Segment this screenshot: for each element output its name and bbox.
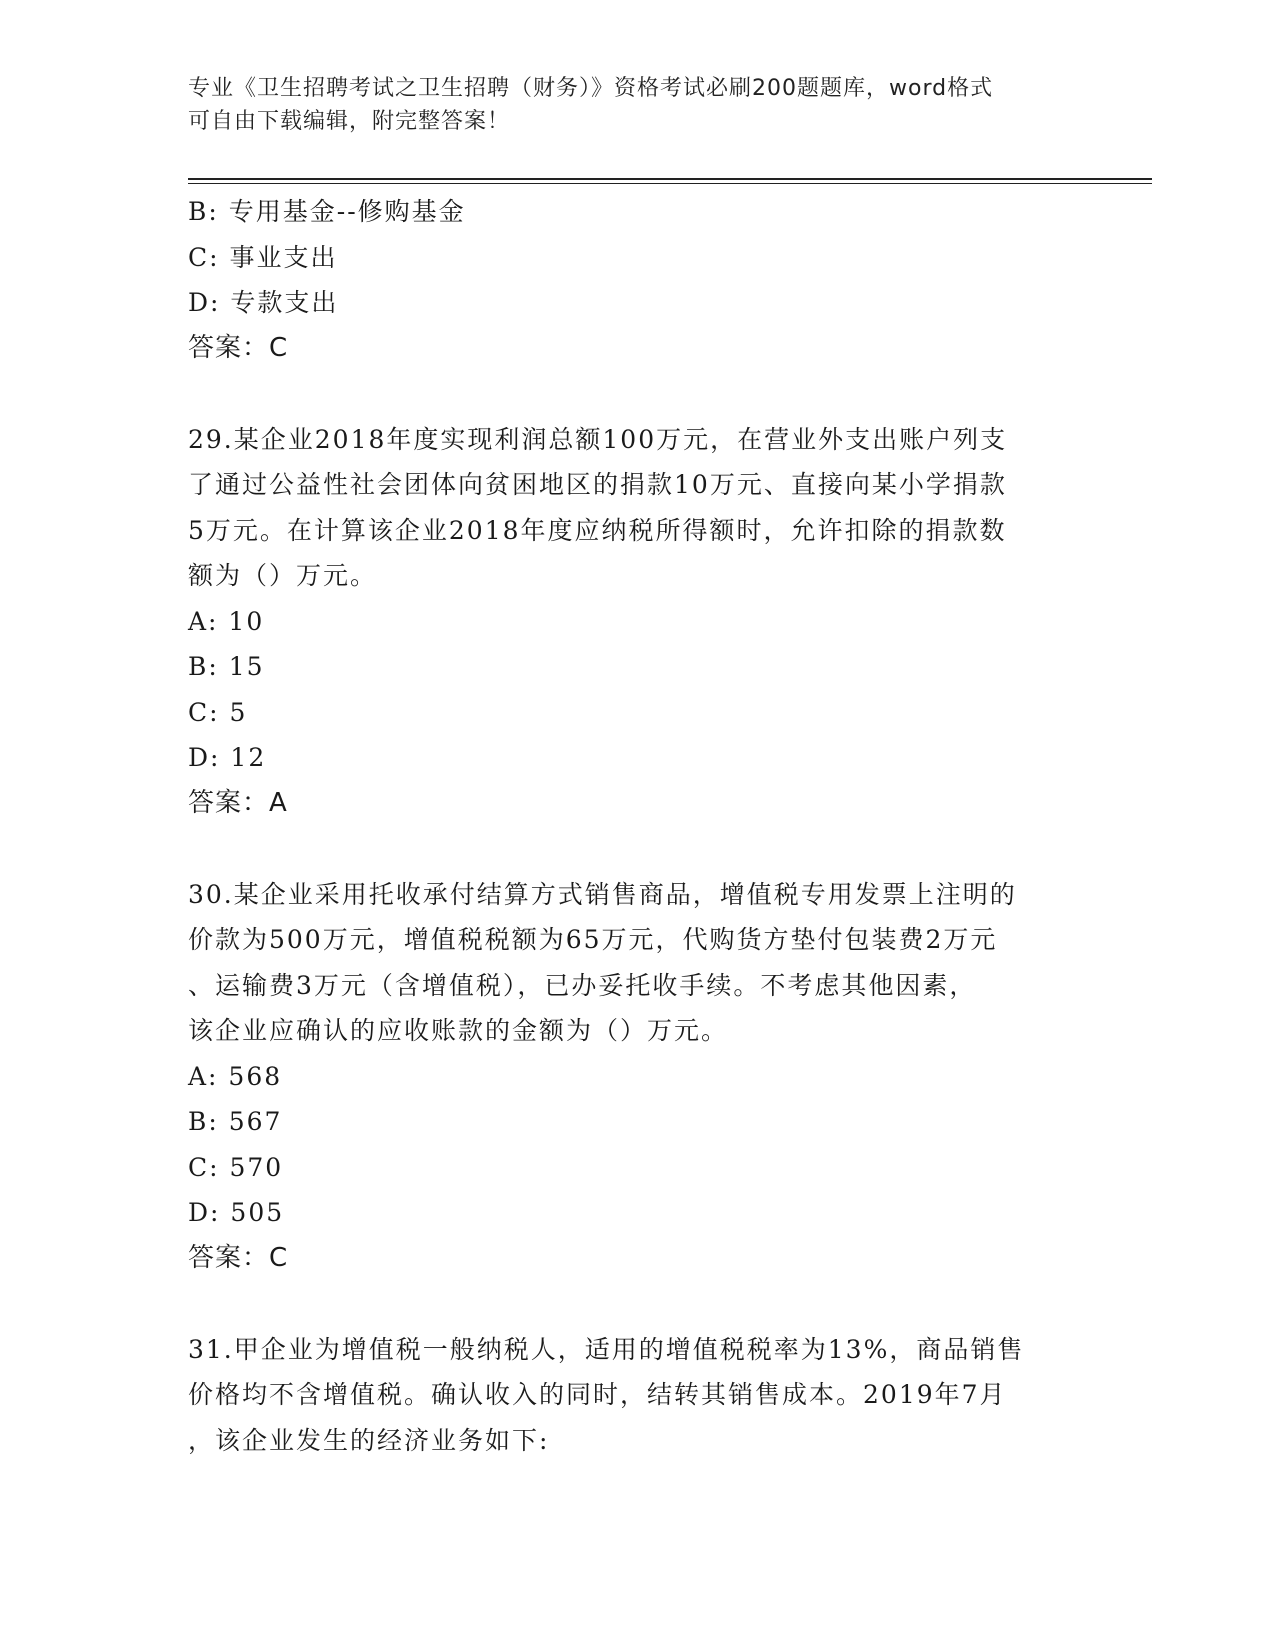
option-c: C: 事业支出 — [188, 242, 338, 272]
option-d: D: 505 — [188, 1198, 285, 1227]
question-text-line: 31.甲企业为增值税一般纳税人，适用的增值税税率为13%，商品销售 — [188, 1334, 1025, 1364]
option-c: C: 570 — [188, 1152, 284, 1182]
option-b: B: 567 — [188, 1107, 283, 1136]
answer-line: 答案：A — [188, 787, 288, 818]
question-text-line: 价款为500万元，增值税税额为65万元，代购货方垫付包装费2万元 — [188, 925, 998, 954]
question-text-line: 价格均不含增值税。确认收入的同时，结转其销售成本。2019年7月 — [188, 1380, 1007, 1409]
answer-line: 答案：C — [188, 1242, 289, 1273]
spacer — [188, 371, 1088, 417]
question-content — [188, 189, 1088, 1463]
question-29 — [188, 417, 1088, 827]
option-d: D: 专款支出 — [188, 288, 339, 317]
answer-line: 答案：C — [188, 332, 289, 363]
question-text-line: 额为（）万元。 — [188, 561, 378, 590]
option-d: D: 12 — [188, 743, 267, 772]
question-text-line: 、运输费3万元（含增值税），已办妥托收手续。不考虑其他因素， — [188, 970, 977, 1000]
spacer — [188, 826, 1088, 872]
question-text-line: 了通过公益性社会团体向贫困地区的捐款10万元、直接向某小学捐款 — [188, 470, 1007, 499]
option-c: C: 5 — [188, 697, 248, 727]
header-title-line-1: 专业《卫生招聘考试之卫生招聘（财务）》资格考试必刷200题题库，word格式 — [188, 76, 994, 101]
option-a: A: 10 — [188, 606, 265, 636]
question-text-line: 该企业应确认的应收账款的金额为（）万元。 — [188, 1016, 729, 1045]
option-b: B: 15 — [188, 652, 265, 681]
question-text-line: 5万元。在计算该企业2018年度应纳税所得额时，允许扣除的捐款数 — [188, 515, 1007, 545]
question-text-line: ，该企业发生的经济业务如下: — [188, 1425, 550, 1455]
header-divider — [188, 178, 1152, 184]
question-31 — [188, 1327, 1088, 1464]
question-text-line: 29.某企业2018年度实现利润总额100万元，在营业外支出账户列支 — [188, 424, 1008, 454]
option-b: B: 专用基金--修购基金 — [188, 197, 466, 226]
spacer — [188, 1281, 1088, 1327]
header-title-line-2: 可自由下载编辑，附完整答案！ — [188, 109, 511, 134]
prev-question-block — [188, 189, 1088, 371]
option-a: A: 568 — [188, 1061, 283, 1091]
question-text-line: 30.某企业采用托收承付结算方式销售商品，增值税专用发票上注明的 — [188, 879, 1017, 909]
document-header — [188, 72, 1088, 138]
question-30 — [188, 872, 1088, 1282]
